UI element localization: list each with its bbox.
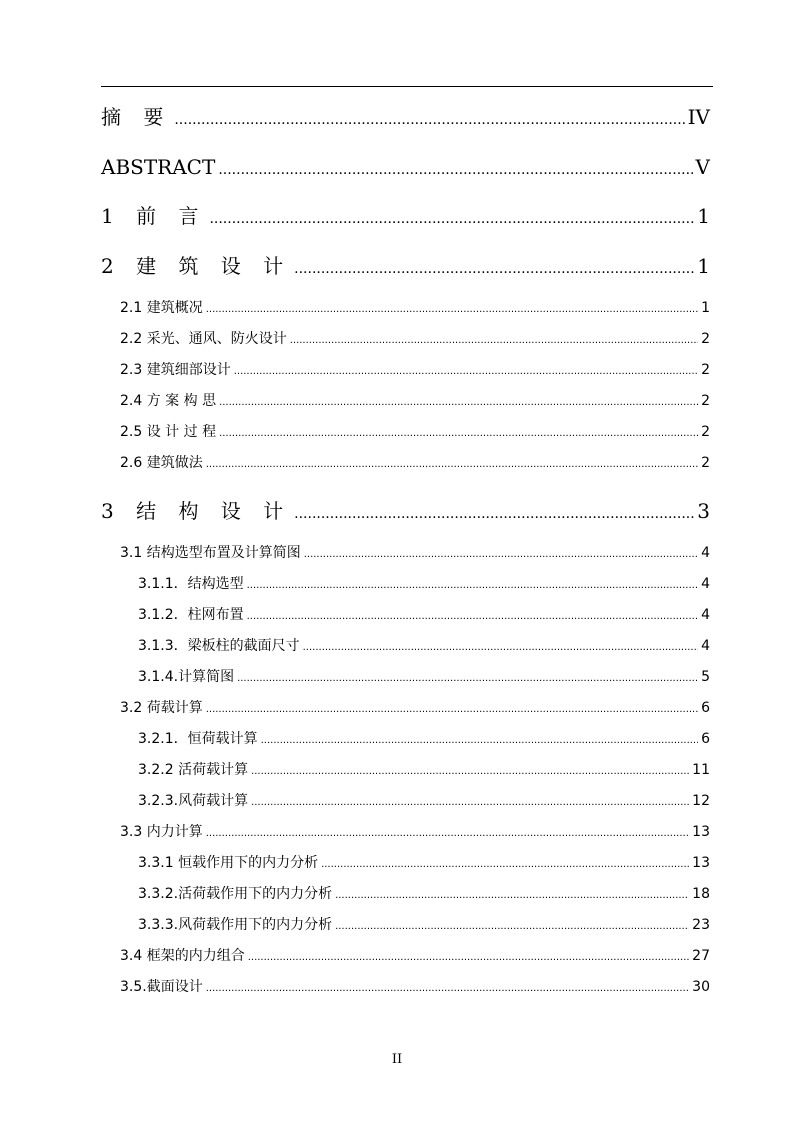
toc-entry-label: 3.1.2．柱网布置: [138, 607, 244, 623]
toc-entry-label: 3.1.4.计算简图: [138, 669, 235, 685]
toc-dot-leader: [237, 669, 698, 689]
toc-entry[interactable]: [120, 543, 710, 563]
toc-entry[interactable]: [138, 605, 710, 625]
toc-entry-page: 6: [701, 731, 710, 747]
toc-entry-label: 2.4 方 案 构 思: [120, 393, 217, 409]
toc-entry[interactable]: [138, 636, 710, 656]
toc-dot-leader: [290, 331, 698, 351]
toc-entry-page: 2: [701, 424, 710, 440]
toc-dot-leader: [304, 545, 698, 565]
toc-entry-label: 3.5.截面设计: [120, 979, 203, 995]
toc-entry-label: 3.3.2.活荷载作用下的内力分析: [138, 886, 333, 902]
toc-dot-leader: [248, 948, 689, 968]
toc-entry[interactable]: [120, 391, 710, 411]
toc-entry-page: 1: [697, 254, 710, 278]
toc-dot-leader: [251, 762, 689, 782]
toc-entry[interactable]: [138, 853, 710, 873]
toc-entry-label: 2.2 采光、通风、防火设计: [120, 331, 287, 347]
toc-entry-label: 3.1.3．梁板柱的截面尺寸: [138, 638, 300, 654]
toc-entry-label: 3.2.3.风荷载计算: [138, 793, 249, 809]
toc-entry-page: IV: [687, 105, 710, 129]
toc-entry-page: 11: [692, 762, 710, 778]
toc-entry-label: 2.6 建筑做法: [120, 455, 203, 471]
toc-entry[interactable]: [101, 202, 710, 230]
toc-dot-leader: [219, 424, 698, 444]
toc-dot-leader: [206, 300, 698, 320]
toc-entry-label: 3.2.1．恒荷载计算: [138, 731, 258, 747]
toc-entry-label: 3.2.2 活荷载计算: [138, 762, 249, 778]
toc-entry-page: V: [695, 155, 710, 179]
toc-entry-label: 3.3.1 恒载作用下的内力分析: [138, 855, 319, 871]
toc-entry-page: 23: [692, 917, 710, 933]
toc-entry[interactable]: [138, 729, 710, 749]
toc-entry[interactable]: [138, 791, 710, 811]
toc-entry-page: 2: [701, 393, 710, 409]
toc-dot-leader: [247, 607, 698, 627]
toc-entry-page: 4: [701, 607, 710, 623]
toc-dot-leader: [206, 455, 698, 475]
toc-entry[interactable]: [101, 497, 710, 525]
toc-entry-label: 2.5 设 计 过 程: [120, 424, 217, 440]
toc-entry-page: 2: [701, 455, 710, 471]
toc-dot-leader: [206, 824, 689, 844]
toc-entry[interactable]: [120, 329, 710, 349]
toc-entry-page: 6: [701, 700, 710, 716]
toc-entry-label: 3.4 框架的内力组合: [120, 948, 245, 964]
toc-entry[interactable]: [120, 453, 710, 473]
toc-dot-leader: [219, 393, 698, 413]
toc-entry-page: 4: [701, 638, 710, 654]
toc-dot-leader: [206, 700, 698, 720]
toc-entry[interactable]: [101, 153, 710, 181]
toc-entry[interactable]: [138, 915, 710, 935]
toc-entry-page: 1: [697, 204, 710, 228]
toc-dot-leader: [335, 917, 689, 937]
toc-entry-page: 5: [701, 669, 710, 685]
toc-entry-page: 30: [692, 979, 710, 995]
toc-entry-label: 3 结 构 设 计: [101, 499, 292, 523]
toc-entry[interactable]: [120, 360, 710, 380]
toc-entry-page: 2: [701, 331, 710, 347]
toc-entry[interactable]: [138, 884, 710, 904]
toc-dot-leader: [321, 855, 689, 875]
toc-entry-page: 3: [697, 499, 710, 523]
toc-dot-leader: [303, 638, 698, 658]
toc-entry-label: 3.2 荷载计算: [120, 700, 203, 716]
toc-entry-page: 18: [692, 886, 710, 902]
toc-entry-label: 3.1 结构选型布置及计算简图: [120, 545, 301, 561]
toc-dot-leader: [251, 793, 689, 813]
toc-entry-page: 4: [701, 545, 710, 561]
toc-entry[interactable]: [120, 946, 710, 966]
toc-entry-label: 2 建 筑 设 计: [101, 254, 292, 278]
toc-entry[interactable]: [101, 252, 710, 280]
toc-entry[interactable]: [138, 667, 710, 687]
toc-entry[interactable]: [101, 103, 710, 131]
toc-entry-label: 3.3.3.风荷载作用下的内力分析: [138, 917, 333, 933]
toc-entry-label: 2.3 建筑细部设计: [120, 362, 231, 378]
toc-dot-leader: [234, 362, 698, 382]
footer-page-number: II: [391, 1052, 403, 1067]
toc-entry-page: 13: [692, 855, 710, 871]
toc-entry-label: 1 前 言: [101, 204, 207, 228]
toc-dot-leader: [247, 576, 698, 596]
toc-entry[interactable]: [138, 760, 710, 780]
toc-entry-label: 3.3 内力计算: [120, 824, 203, 840]
toc-dot-leader: [261, 731, 698, 751]
toc-dot-leader: [218, 156, 692, 184]
toc-entry-label: ABSTRACT: [101, 155, 216, 179]
toc-dot-leader: [206, 979, 689, 999]
toc-entry[interactable]: [120, 698, 710, 718]
toc-entry[interactable]: [120, 298, 710, 318]
toc-dot-leader: [335, 886, 689, 906]
toc-entry[interactable]: [120, 422, 710, 442]
toc-dot-leader: [294, 255, 694, 283]
toc-entry-label: 摘 要: [101, 105, 172, 129]
toc-entry-page: 2: [701, 362, 710, 378]
toc-entry-label: 3.1.1．结构选型: [138, 576, 244, 592]
toc-dot-leader: [209, 205, 694, 233]
toc-entry[interactable]: [120, 977, 710, 997]
toc-entry-page: 12: [692, 793, 710, 809]
toc-dot-leader: [174, 106, 684, 134]
header-rule: [101, 86, 713, 87]
toc-entry-page: 13: [692, 824, 710, 840]
toc-dot-leader: [294, 500, 694, 528]
toc-entry-page: 27: [692, 948, 710, 964]
toc-entry-page: 1: [701, 300, 710, 316]
toc-entry-page: 4: [701, 576, 710, 592]
toc-entry-label: 2.1 建筑概况: [120, 300, 203, 316]
toc-entry[interactable]: [138, 574, 710, 594]
toc-entry[interactable]: [120, 822, 710, 842]
